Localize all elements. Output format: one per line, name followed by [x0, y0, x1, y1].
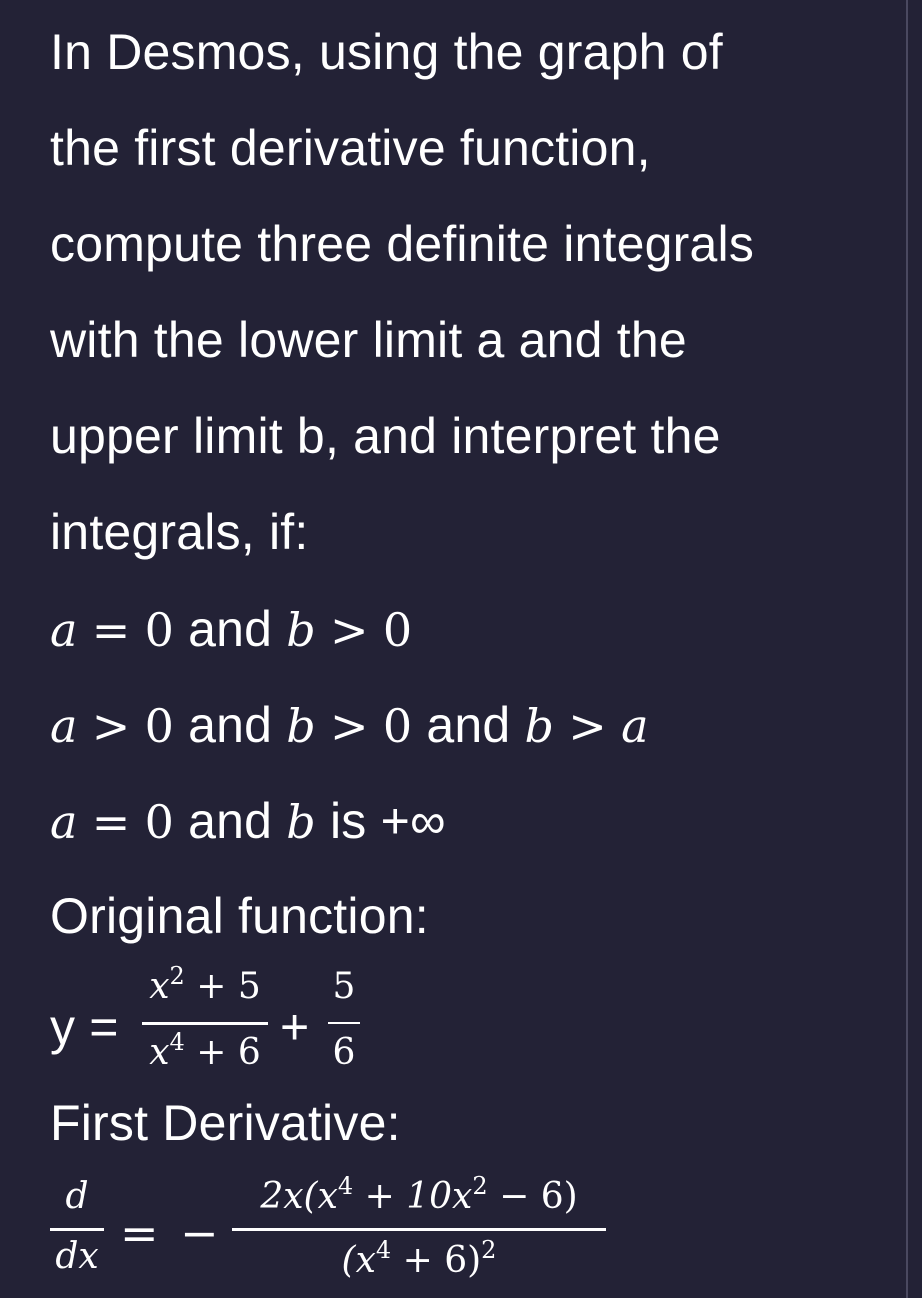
prompt-line-4: with the lower limit a and the: [50, 312, 687, 368]
derivative-numerator: $2x(x^4 + 10x^2 - 6)$: [260, 1172, 578, 1217]
derivative-operator-numerator: d: [65, 1176, 89, 1217]
derivative-denominator: $(x^4 + 6)^2$: [341, 1236, 497, 1281]
derivative-operator: [50, 1176, 104, 1298]
prompt-line-5: upper limit b, and interpret the: [50, 408, 721, 464]
prompt-line-1: In Desmos, using the graph of: [50, 24, 723, 80]
original-fraction-1: [142, 962, 268, 1086]
prompt-line-2: the first derivative function,: [50, 120, 651, 176]
original-heading: Original function:: [50, 888, 429, 944]
original-fraction-1-denominator: $x^4 + 6$: [149, 1028, 261, 1073]
original-fraction-1-numerator: $x^2 + 5$: [149, 962, 261, 1007]
derivative-operator-denominator: dx: [55, 1236, 99, 1277]
fraction-bar: [50, 1228, 104, 1231]
condition-1: a = 0 and b > 0: [50, 601, 413, 657]
derivative-equals: =: [120, 1206, 159, 1260]
original-fraction-2-denominator: 6: [332, 1032, 356, 1073]
fraction-bar: [328, 1022, 360, 1024]
prompt-line-6: integrals, if:: [50, 504, 309, 560]
fraction-bar: [232, 1228, 606, 1231]
condition-3: a = 0 and b is +∞: [50, 793, 446, 849]
derivative-fraction: [232, 1172, 606, 1298]
condition-2: a > 0 and b > 0 and b > a: [50, 697, 649, 753]
original-fraction-2-numerator: 5: [332, 966, 356, 1007]
document-body: [50, 0, 880, 1298]
fraction-bar: [142, 1022, 268, 1025]
derivative-minus: −: [180, 1206, 219, 1260]
original-lhs: y =: [50, 999, 119, 1055]
plus-sign: +: [280, 999, 310, 1055]
derivative-heading: First Derivative:: [50, 1095, 401, 1151]
original-fraction-2: [328, 966, 360, 1086]
prompt-line-3: compute three definite integrals: [50, 216, 755, 272]
scrollbar-track[interactable]: [906, 0, 908, 1298]
